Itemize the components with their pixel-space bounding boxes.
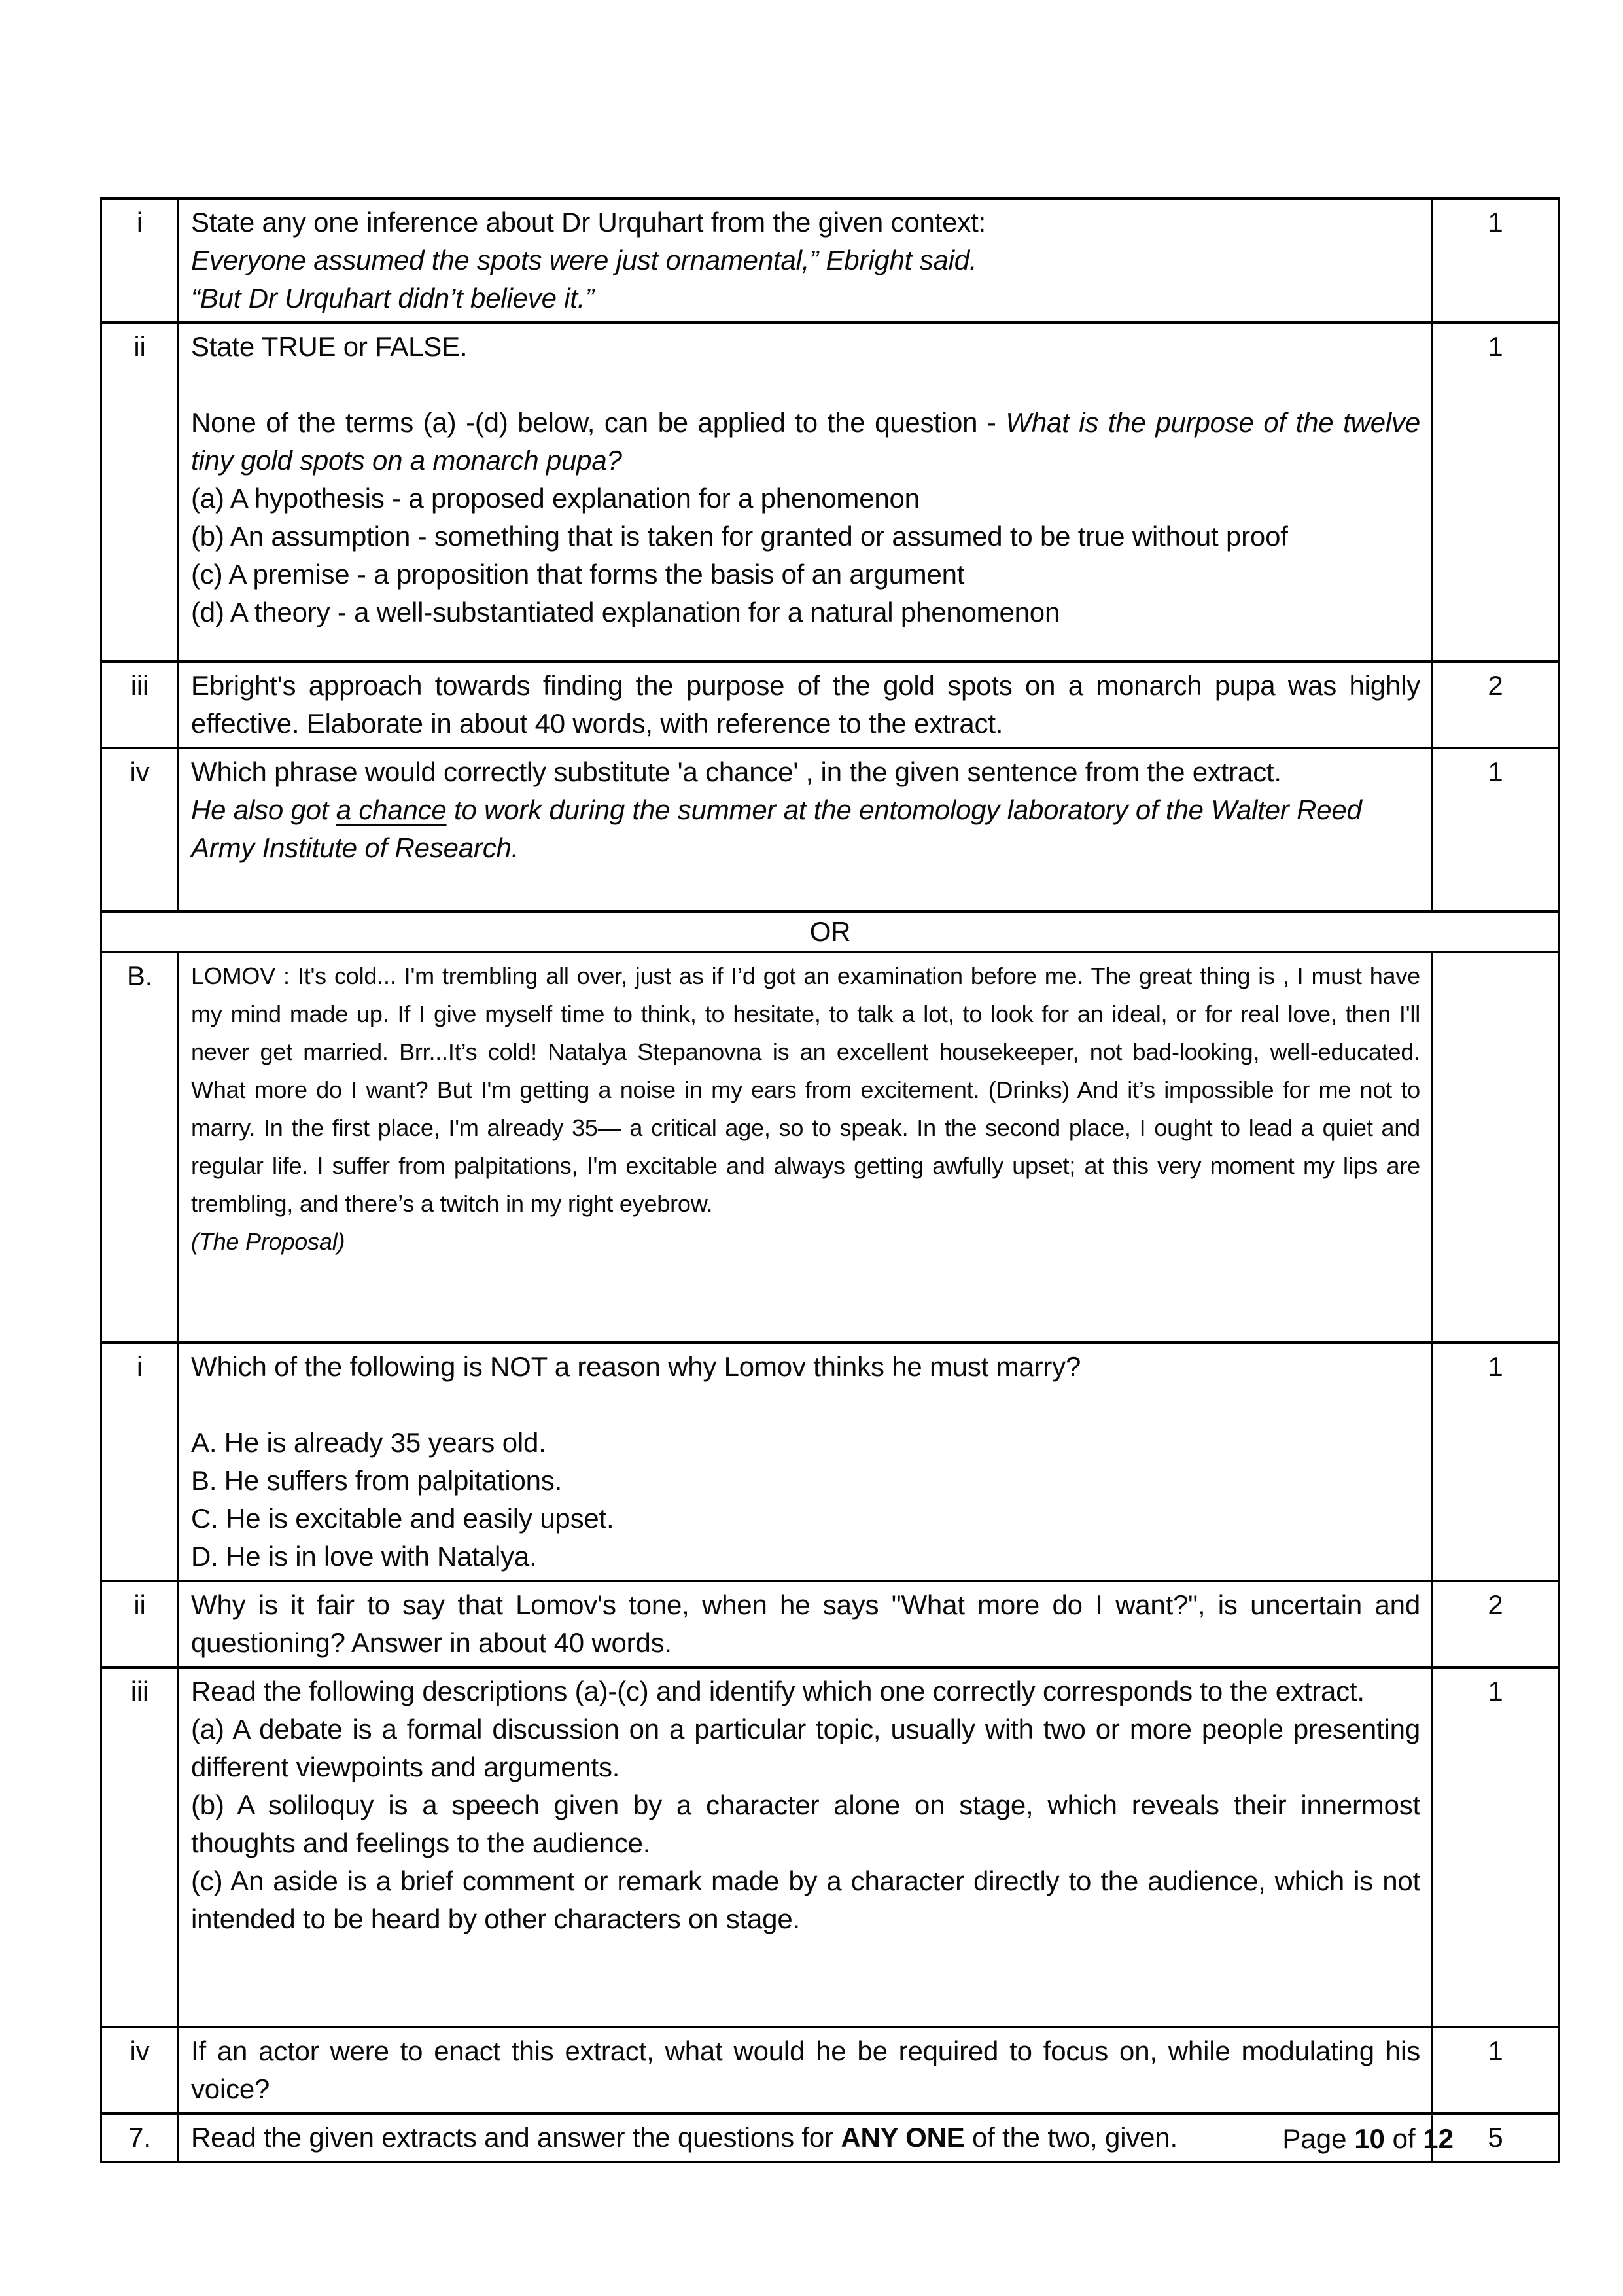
question-row-8-iii bbox=[101, 1667, 1560, 2027]
marks-value bbox=[1432, 952, 1560, 1343]
paragraph bbox=[191, 957, 1420, 1223]
question-number: ii bbox=[101, 323, 179, 662]
text-segment: (a) A debate is a formal discussion on a particular topic, usually with two or more people presenting different viewpoints and arguments. bbox=[191, 1714, 1420, 1782]
text-segment: (b) A soliloquy is a speech given by a character alone on stage, which reveals their innermost thoughts and feelings to the audience. bbox=[191, 1790, 1420, 1858]
text-segment: Read the given extracts and answer the questions for bbox=[191, 2122, 841, 2153]
text-segment: State TRUE or FALSE. bbox=[191, 331, 468, 362]
text-segment: He also got bbox=[191, 794, 336, 825]
text-segment: (b) An assumption - something that is taken for granted or assumed to be true without proof bbox=[191, 521, 1288, 552]
question-table-body bbox=[101, 198, 1560, 2162]
paragraph bbox=[191, 328, 1420, 366]
text-segment: If an actor were to enact this extract, what would he be required to focus on, while modulating his voice? bbox=[191, 2036, 1420, 2104]
question-row-9-iv bbox=[101, 2027, 1560, 2113]
paragraph bbox=[191, 1223, 1420, 1261]
paragraph bbox=[191, 1710, 1420, 1786]
question-number: iv bbox=[101, 2027, 179, 2113]
text-segment: LOMOV : It's cold... I'm trembling all over, just as if I’d got an examination before me. The great thing is , I must have my mind made up. If I give myself time to think, to hesitate, to talk a lot, to look for an ideal, or for real love, then I'll never get married. Brr...It’s cold! Natalya Stepanovna is an excellent housekeeper, not bad-looking, well-educated. What more do I want? But I'm getting a noise in my ears from excitement. (Drinks) And it’s impossible for me not to marry. In the first place, I'm already 35— a critical age, so to speak. In the second place, I ought to lead a quiet and regular life. I suffer from palpitations, I'm excitable and always getting awfully upset; at this very moment my lips are trembling, and there’s a twitch in my right eyebrow. bbox=[191, 963, 1420, 1217]
paragraph bbox=[191, 1462, 1420, 1500]
question-row-5-B bbox=[101, 952, 1560, 1343]
question-row-2-iii bbox=[101, 662, 1560, 748]
question-text bbox=[179, 1667, 1432, 2027]
text-segment: C. He is excitable and easily upset. bbox=[191, 1503, 614, 1534]
question-number: iii bbox=[101, 1667, 179, 2027]
text-segment: Which of the following is NOT a reason why Lomov thinks he must marry? bbox=[191, 1351, 1081, 1382]
paragraph bbox=[191, 404, 1420, 480]
question-number: i bbox=[101, 198, 179, 323]
paragraph bbox=[191, 1348, 1420, 1386]
text-segment: ANY ONE bbox=[841, 2122, 965, 2153]
text-segment: (c) A premise - a proposition that forms the basis of an argument bbox=[191, 559, 965, 590]
paragraph bbox=[191, 753, 1420, 791]
question-number: B. bbox=[101, 952, 179, 1343]
text-segment: a chance bbox=[336, 794, 447, 825]
paragraph bbox=[191, 1538, 1420, 1576]
marks-value: 5 bbox=[1432, 2113, 1560, 2162]
text-segment: A. He is already 35 years old. bbox=[191, 1427, 546, 1458]
marks-value: 1 bbox=[1432, 748, 1560, 911]
question-text bbox=[179, 2113, 1432, 2162]
question-row-0-i bbox=[101, 198, 1560, 323]
question-row-1-ii bbox=[101, 323, 1560, 662]
marks-value: 1 bbox=[1432, 2027, 1560, 2113]
question-text bbox=[179, 1581, 1432, 1667]
text-segment: to work during the summer at the entomology laboratory of the Walter Reed Army Institute of Research. bbox=[191, 794, 1362, 863]
text-segment: Everyone assumed the spots were just ornamental,” Ebright said. bbox=[191, 245, 977, 275]
paragraph bbox=[191, 1786, 1420, 1862]
text-segment: B. He suffers from palpitations. bbox=[191, 1465, 563, 1496]
footer-text-segment: of bbox=[1384, 2123, 1423, 2154]
paragraph bbox=[191, 791, 1420, 867]
questions-table bbox=[100, 197, 1560, 2163]
text-segment: “But Dr Urquhart didn’t believe it.” bbox=[191, 283, 595, 313]
marks-value: 2 bbox=[1432, 662, 1560, 748]
text-segment: None of the terms (a) -(d) below, can be applied to the question - bbox=[191, 407, 1006, 438]
question-row-7-ii bbox=[101, 1581, 1560, 1667]
footer-text-segment: 10 bbox=[1354, 2123, 1385, 2154]
page-footer bbox=[1282, 2120, 1454, 2158]
text-segment: (The Proposal) bbox=[191, 1228, 345, 1255]
footer-text-segment: Page bbox=[1282, 2123, 1355, 2154]
text-segment: (c) An aside is a brief comment or remark made by a character directly to the audience, which is not intended to be heard by other characters on stage. bbox=[191, 1865, 1420, 1934]
or-divider-label: OR bbox=[101, 911, 1560, 952]
paragraph bbox=[191, 1586, 1420, 1662]
paragraph bbox=[191, 203, 1420, 241]
question-text bbox=[179, 198, 1432, 323]
text-segment: Which phrase would correctly substitute 'a chance' , in the given sentence from the extract. bbox=[191, 756, 1282, 787]
paragraph bbox=[191, 2119, 1420, 2157]
footer-text-segment: 12 bbox=[1423, 2123, 1454, 2154]
marks-value: 1 bbox=[1432, 323, 1560, 662]
marks-value: 1 bbox=[1432, 1343, 1560, 1581]
paragraph bbox=[191, 518, 1420, 556]
paragraph bbox=[191, 480, 1420, 518]
text-segment: What is the purpose of the twelve tiny gold spots on a monarch pupa? bbox=[191, 407, 1420, 476]
paragraph bbox=[191, 667, 1420, 743]
question-text bbox=[179, 1343, 1432, 1581]
text-segment: Ebright's approach towards finding the purpose of the gold spots on a monarch pupa was highly effective. Elaborate in about 40 words, with reference to the extract. bbox=[191, 670, 1420, 739]
paragraph bbox=[191, 1424, 1420, 1462]
or-divider-row bbox=[101, 911, 1560, 952]
blank-line bbox=[191, 1938, 1420, 1976]
paragraph bbox=[191, 556, 1420, 593]
question-number: ii bbox=[101, 1581, 179, 1667]
text-segment: (a) A hypothesis - a proposed explanation for a phenomenon bbox=[191, 483, 920, 514]
text-segment: Why is it fair to say that Lomov's tone, when he says "What more do I want?", is uncertain and questioning? Answer in about 40 words. bbox=[191, 1589, 1420, 1658]
question-text bbox=[179, 662, 1432, 748]
marks-value: 2 bbox=[1432, 1581, 1560, 1667]
text-segment: Read the following descriptions (a)-(c) and identify which one correctly corresponds to the extract. bbox=[191, 1676, 1365, 1706]
question-number: iv bbox=[101, 748, 179, 911]
question-number: i bbox=[101, 1343, 179, 1581]
paragraph bbox=[191, 279, 1420, 317]
text-segment: (d) A theory - a well-substantiated explanation for a natural phenomenon bbox=[191, 597, 1060, 627]
paragraph bbox=[191, 1862, 1420, 1938]
marks-value: 1 bbox=[1432, 198, 1560, 323]
question-text bbox=[179, 2027, 1432, 2113]
paragraph bbox=[191, 593, 1420, 631]
paragraph bbox=[191, 241, 1420, 279]
question-text bbox=[179, 748, 1432, 911]
text-segment: of the two, given. bbox=[964, 2122, 1178, 2153]
paragraph bbox=[191, 1672, 1420, 1710]
question-text bbox=[179, 323, 1432, 662]
text-segment: D. He is in love with Natalya. bbox=[191, 1541, 537, 1572]
text-segment: State any one inference about Dr Urquhart from the given context: bbox=[191, 207, 986, 238]
question-row-3-iv bbox=[101, 748, 1560, 911]
paragraph bbox=[191, 2032, 1420, 2108]
blank-line bbox=[191, 366, 1420, 404]
question-number: 7. bbox=[101, 2113, 179, 2162]
question-text bbox=[179, 952, 1432, 1343]
marks-value: 1 bbox=[1432, 1667, 1560, 2027]
blank-line bbox=[191, 1386, 1420, 1424]
question-row-6-i bbox=[101, 1343, 1560, 1581]
paragraph bbox=[191, 1500, 1420, 1538]
question-number: iii bbox=[101, 662, 179, 748]
